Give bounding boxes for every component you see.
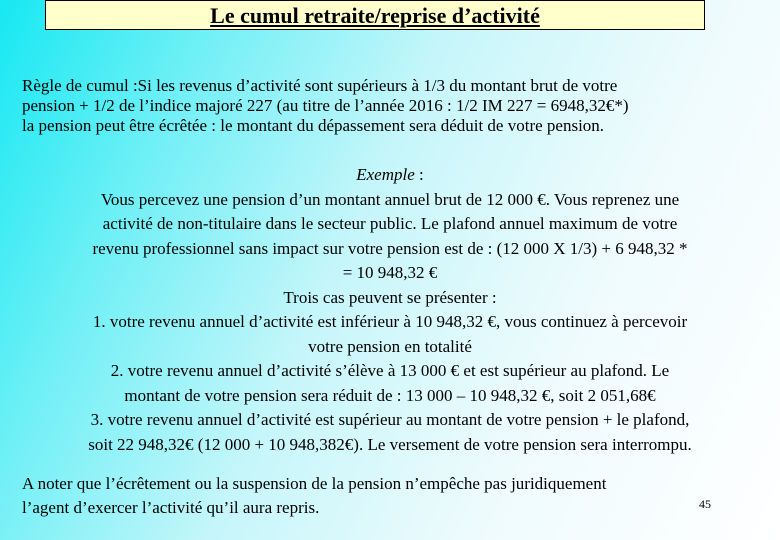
example-line: 2. votre revenu annuel d’activité s’élève à 13 000 € et est supérieur au plafond. Le — [110, 361, 670, 380]
page-title: Le cumul retraite/reprise d’activité — [210, 3, 540, 28]
example-label-suffix: : — [414, 165, 424, 184]
example-label: Exemple — [356, 165, 415, 184]
note-line: A noter que l’écrêtement ou la suspension de la pension n’empêche pas juridiquement — [22, 474, 607, 493]
example-line: votre pension en totalité — [308, 336, 472, 356]
note-paragraph — [22, 472, 742, 520]
example-line: 3. votre revenu annuel d’activité est supérieur au montant de votre pension + le plafond, — [90, 410, 690, 429]
example-line: activité de non-titulaire dans le secteur public. Le plafond annuel maximum de votre — [102, 214, 678, 233]
example-line: Vous percevez une pension d’un montant annuel brut de 12 000 €. Vous reprenez une — [100, 189, 680, 209]
example-line: montant de votre pension sera réduit de : 13 000 – 10 948,32 €, soit 2 051,68€ — [124, 385, 656, 405]
example-line: Trois cas peuvent se présenter : — [283, 287, 497, 307]
rule-line: Règle de cumul :Si les revenus d’activité sont supérieurs à 1/3 du montant brut de votre — [22, 76, 618, 95]
note-line: l’agent d’exercer l’activité qu’il aura repris. — [22, 498, 320, 517]
rule-line: pension + 1/2 de l’indice majoré 227 (au titre de l’année 2016 : 1/2 IM 227 = 6948,32€*) — [22, 96, 629, 115]
example-line: soit 22 948,32€ (12 000 + 10 948,382€). Le versement de votre pension sera interrompu. — [88, 434, 692, 454]
example-line: = 10 948,32 € — [342, 263, 438, 282]
example-heading — [10, 163, 770, 188]
rule-line: la pension peut être écrêtée : le montant du dépassement sera déduit de votre pension. — [22, 116, 605, 135]
page-number: 45 — [699, 497, 711, 511]
example-line: revenu professionnel sans impact sur votre pension est de : (12 000 X 1/3) + 6 948,32 * — [92, 238, 688, 258]
example-section — [10, 163, 770, 457]
rule-paragraph — [22, 76, 762, 136]
example-line: 1. votre revenu annuel d’activité est inférieur à 10 948,32 €, vous continuez à percevoir — [92, 312, 688, 331]
title-box — [45, 0, 705, 30]
